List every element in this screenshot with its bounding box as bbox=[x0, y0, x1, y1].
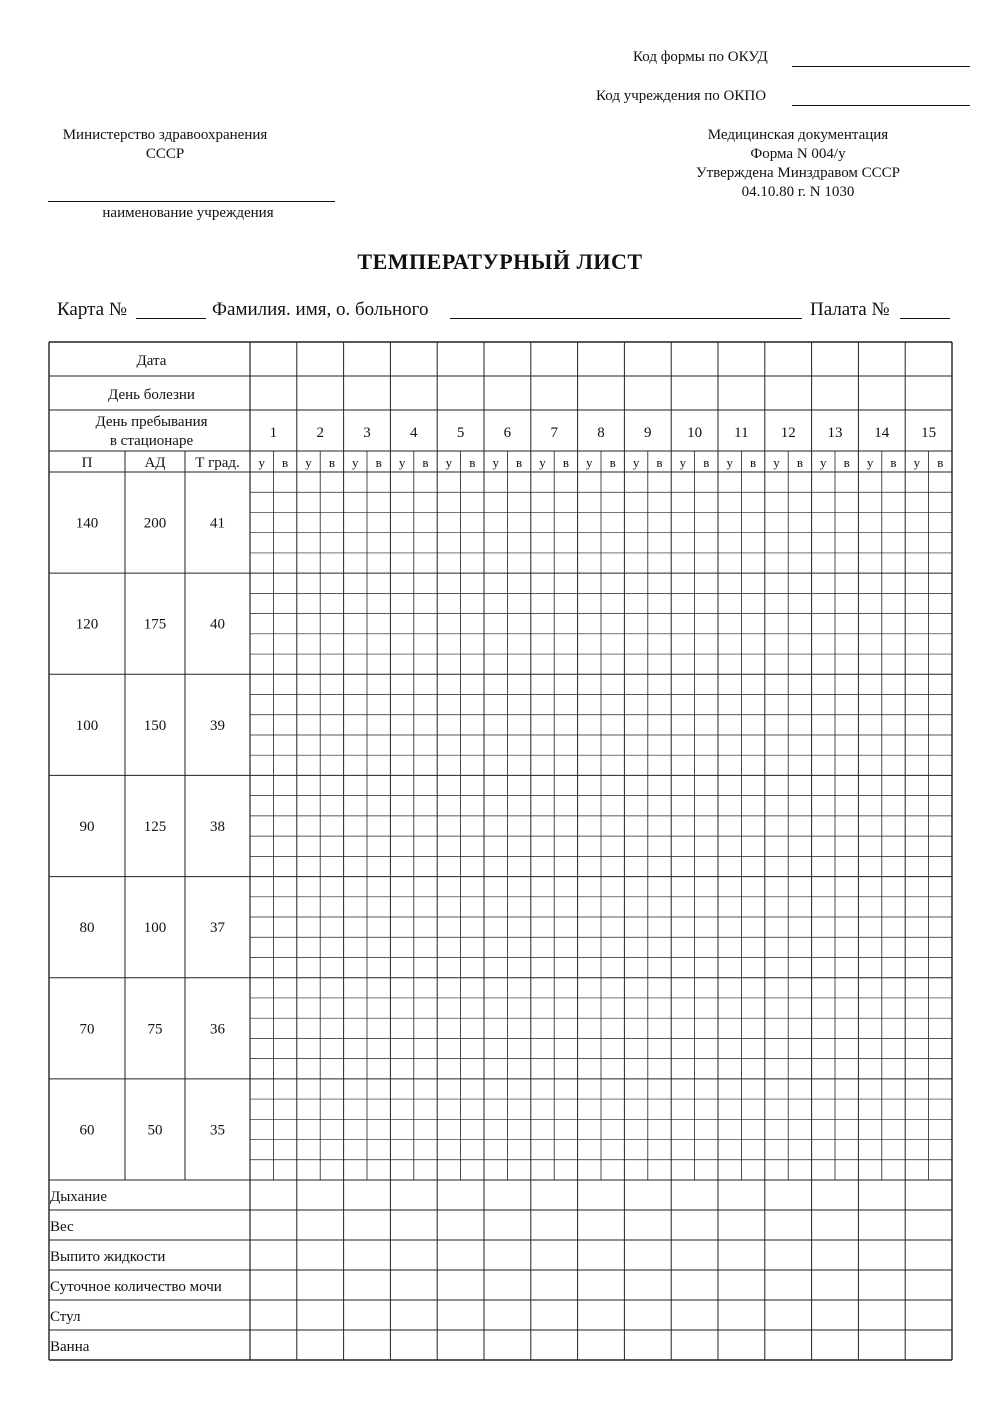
bottom-row-label: Ванна bbox=[50, 1339, 90, 1355]
pulse-scale-value: 140 bbox=[75, 515, 99, 532]
morning-mark: у bbox=[586, 455, 593, 470]
pulse-scale-value: 90 bbox=[79, 819, 95, 835]
form-number: Форма N 004/у bbox=[750, 146, 846, 162]
bp-scale-value: 50 bbox=[147, 1122, 163, 1139]
temp-scale-value: 41 bbox=[210, 515, 225, 532]
bottom-row-label: Дыхание bbox=[50, 1189, 107, 1205]
evening-mark: в bbox=[796, 455, 803, 470]
doc-type: Медицинская документация bbox=[707, 127, 889, 143]
morning-mark: у bbox=[258, 455, 265, 470]
evening-mark: в bbox=[843, 455, 850, 470]
morning-mark: у bbox=[632, 455, 640, 470]
temp-scale-value: 37 bbox=[210, 920, 225, 937]
day-number: 12 bbox=[780, 425, 796, 441]
temp-scale-value: 40 bbox=[210, 616, 225, 633]
morning-mark: у bbox=[726, 455, 733, 470]
morning-mark: у bbox=[820, 455, 827, 470]
ministry-line2: СССР bbox=[145, 146, 185, 162]
morning-mark: у bbox=[492, 455, 499, 470]
stay-day-label: в стационаре bbox=[109, 433, 194, 449]
bottom-row-label: Суточное количество мочи bbox=[50, 1279, 222, 1295]
bp-scale-value: 175 bbox=[143, 616, 167, 633]
bottom-row-label: Вес bbox=[50, 1219, 74, 1235]
approved-date: 04.10.80 г. N 1030 bbox=[741, 184, 855, 200]
temp-scale-value: 35 bbox=[210, 1122, 225, 1139]
illness-day-label: День болезни bbox=[108, 387, 195, 403]
evening-mark: в bbox=[890, 455, 897, 470]
day-number: 10 bbox=[687, 425, 703, 441]
evening-mark: в bbox=[375, 455, 382, 470]
pulse-scale-value: 60 bbox=[79, 1122, 95, 1139]
bottom-row-label: Стул bbox=[50, 1309, 81, 1325]
evening-mark: в bbox=[516, 455, 523, 470]
ministry-line1: Министерство здравоохранения bbox=[62, 127, 268, 143]
day-number: 14 bbox=[874, 425, 890, 441]
bottom-row-label: Выпито жидкости bbox=[50, 1249, 166, 1265]
ward-label: Палата № bbox=[810, 299, 890, 320]
temp-scale-value: 36 bbox=[210, 1021, 225, 1038]
bp-scale-value: 75 bbox=[147, 1021, 163, 1038]
pulse-column-header: П bbox=[81, 455, 93, 471]
evening-mark: в bbox=[469, 455, 476, 470]
morning-mark: у bbox=[866, 455, 874, 470]
pulse-scale-value: 80 bbox=[79, 920, 95, 937]
evening-mark: в bbox=[562, 455, 569, 470]
pulse-scale-value: 120 bbox=[75, 616, 99, 633]
day-number: 2 bbox=[316, 425, 324, 441]
evening-mark: в bbox=[609, 455, 616, 470]
okud-label: Код формы по ОКУД bbox=[633, 49, 768, 65]
evening-mark: в bbox=[937, 455, 944, 470]
morning-mark: у bbox=[445, 455, 453, 470]
day-number: 4 bbox=[410, 425, 418, 441]
stay-day-label: День пребывания bbox=[95, 414, 208, 430]
bp-scale-value: 200 bbox=[143, 515, 167, 532]
morning-mark: у bbox=[352, 455, 359, 470]
date-label: Дата bbox=[136, 353, 167, 369]
day-number: 9 bbox=[644, 425, 652, 441]
form-title: ТЕМПЕРАТУРНЫЙ ЛИСТ bbox=[357, 249, 643, 274]
morning-mark: у bbox=[539, 455, 546, 470]
evening-mark: в bbox=[282, 455, 289, 470]
day-number: 3 bbox=[363, 425, 371, 441]
pulse-scale-value: 70 bbox=[79, 1021, 95, 1038]
day-number: 1 bbox=[269, 425, 278, 441]
morning-mark: у bbox=[679, 455, 687, 470]
evening-mark: в bbox=[703, 455, 710, 470]
bp-scale-value: 100 bbox=[143, 920, 167, 937]
day-number: 6 bbox=[503, 425, 512, 441]
bp-scale-value: 150 bbox=[143, 717, 167, 734]
day-number: 7 bbox=[550, 425, 558, 441]
day-number: 5 bbox=[456, 425, 465, 441]
bp-scale-value: 125 bbox=[143, 819, 167, 835]
pulse-scale-value: 100 bbox=[75, 717, 99, 734]
day-number: 15 bbox=[921, 425, 937, 441]
evening-mark: в bbox=[656, 455, 663, 470]
temp-scale-value: 38 bbox=[210, 819, 225, 835]
evening-mark: в bbox=[328, 455, 335, 470]
morning-mark: у bbox=[305, 455, 312, 470]
institution-caption: наименование учреждения bbox=[102, 205, 274, 221]
name-label: Фамилия. имя, о. больного bbox=[212, 299, 429, 320]
evening-mark: в bbox=[750, 455, 757, 470]
morning-mark: у bbox=[398, 455, 406, 470]
card-label: Карта № bbox=[57, 299, 127, 320]
approved-by: Утверждена Минздравом СССР bbox=[695, 165, 901, 181]
morning-mark: у bbox=[773, 455, 780, 470]
okpo-label: Код учреждения по ОКПО bbox=[596, 88, 767, 104]
morning-mark: у bbox=[913, 455, 921, 470]
evening-mark: в bbox=[422, 455, 429, 470]
day-number: 11 bbox=[734, 425, 749, 441]
day-number: 8 bbox=[597, 425, 605, 441]
temp-column-header: Т град. bbox=[195, 455, 240, 471]
temp-scale-value: 39 bbox=[210, 717, 225, 734]
day-number: 13 bbox=[827, 425, 843, 441]
bp-column-header: АД bbox=[144, 455, 166, 471]
